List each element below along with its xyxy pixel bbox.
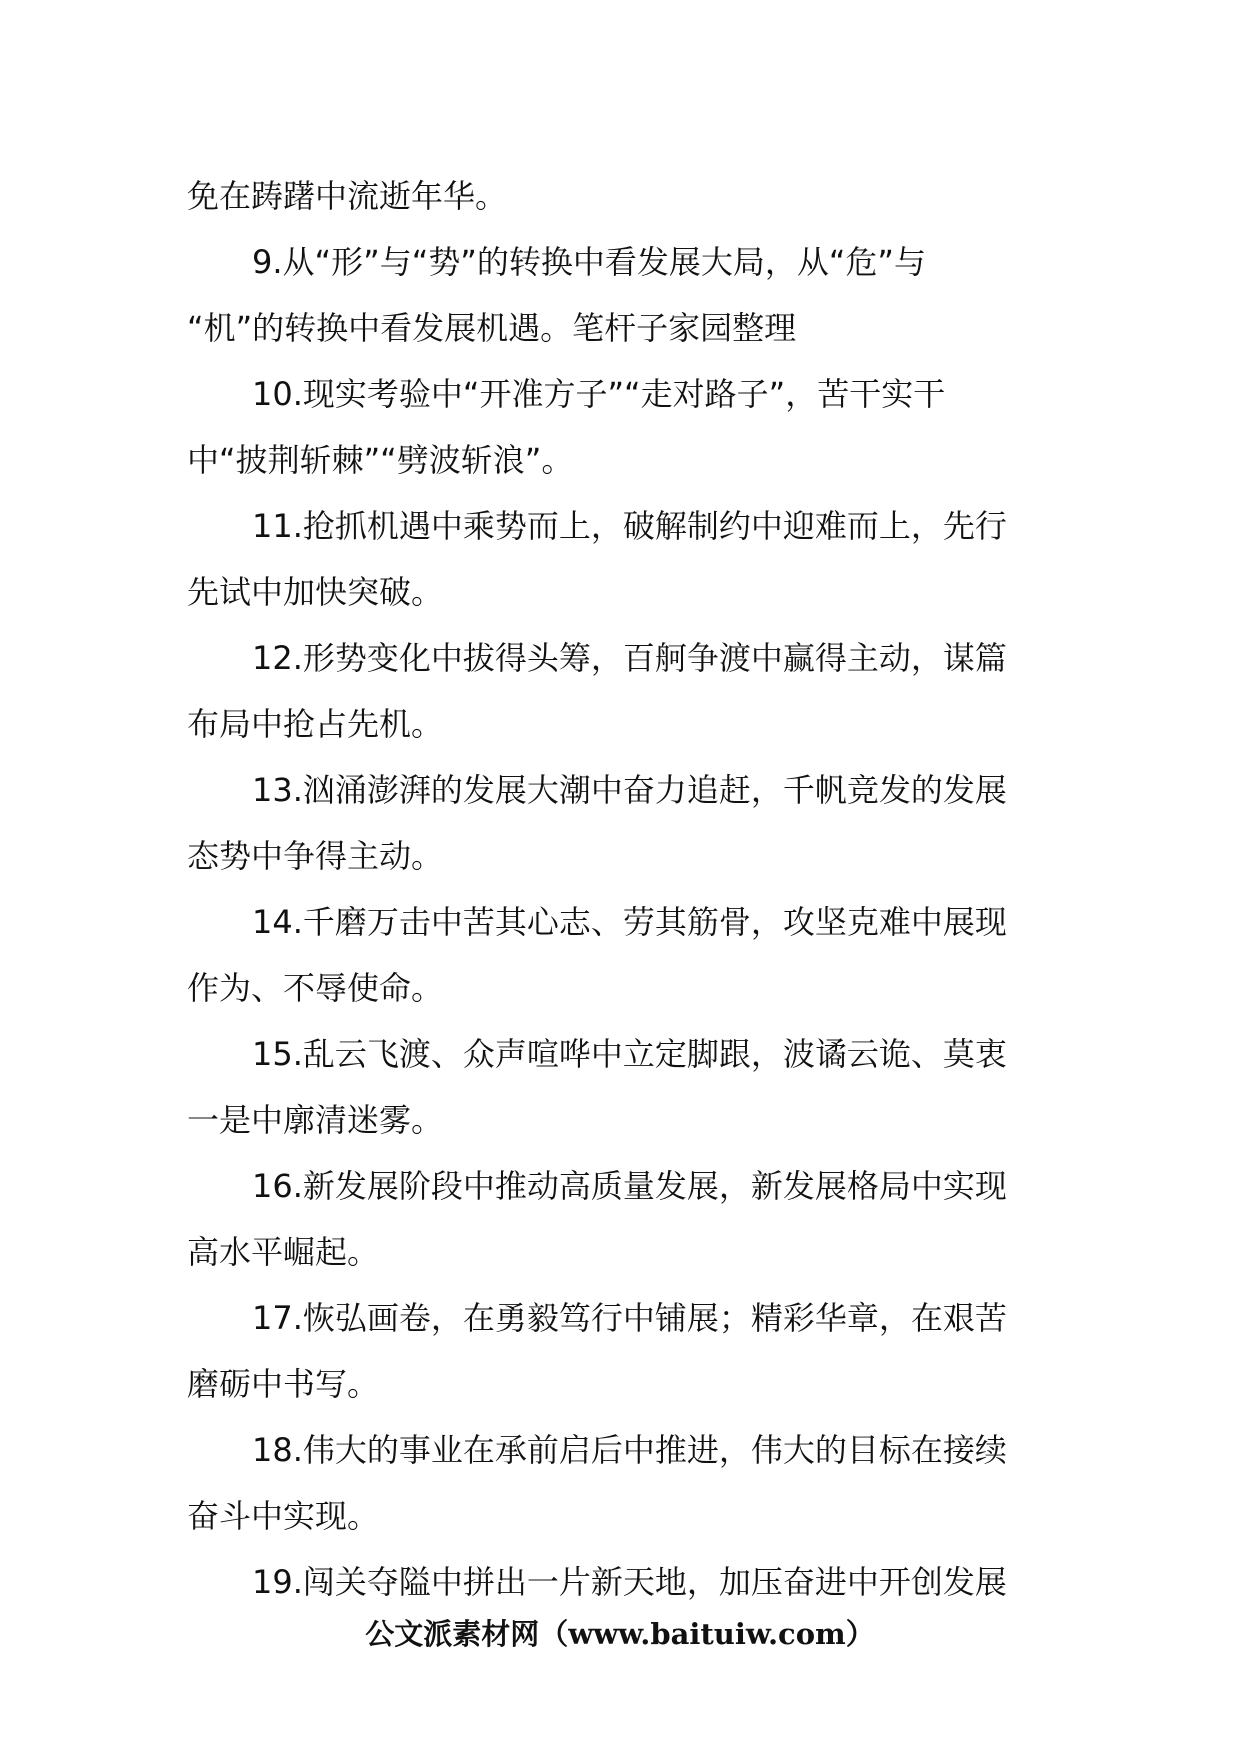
page-footer: 公文派素材网（www.baituiw.com） (365, 1617, 875, 1651)
paragraph-line: 奋斗中实现。 (187, 1497, 380, 1535)
paragraph-line: 11.抢抓机遇中乘势而上，破解制约中迎难而上，先行 (252, 507, 1007, 545)
paragraph-line: 10.现实考验中“开准方子”“走对路子”，苦干实干 (252, 375, 946, 413)
paragraph-line: 免在踌躇中流逝年华。 (187, 177, 508, 215)
paragraph-line: 15.乱云飞渡、众声喧哗中立定脚跟，波谲云诡、莫衷 (252, 1035, 1007, 1073)
paragraph-line: 12.形势变化中拔得头筹，百舸争渡中赢得主动，谋篇 (252, 639, 1007, 677)
paragraph-line: 先试中加快突破。 (187, 573, 444, 611)
paragraph-line: 17.恢弘画卷，在勇毅笃行中铺展；精彩华章，在艰苦 (252, 1299, 1007, 1337)
document-body (187, 163, 1057, 1615)
paragraph-line: 9.从“形”与“势”的转换中看发展大局，从“危”与 (252, 243, 927, 281)
paragraph-line: 磨砺中书写。 (187, 1365, 380, 1403)
paragraph-line: 一是中廓清迷雾。 (187, 1101, 444, 1139)
paragraph-line: 布局中抢占先机。 (187, 705, 444, 743)
paragraph-line: 作为、不辱使命。 (187, 969, 444, 1007)
paragraph-line: 高水平崛起。 (187, 1233, 380, 1271)
paragraph-line: 14.千磨万击中苦其心志、劳其筋骨，攻坚克难中展现 (252, 903, 1007, 941)
paragraph-line: “机”的转换中看发展机遇。笔杆子家园整理 (187, 309, 797, 347)
paragraph-line: 13.汹涌澎湃的发展大潮中奋力追赶，千帆竞发的发展 (252, 771, 1007, 809)
paragraph-line: 16.新发展阶段中推动高质量发展，新发展格局中实现 (252, 1167, 1007, 1205)
paragraph-line: 18.伟大的事业在承前启后中推进，伟大的目标在接续 (252, 1431, 1007, 1469)
paragraph-line: 19.闯关夺隘中拼出一片新天地，加压奋进中开创发展 (252, 1563, 1007, 1601)
paragraph-line: 态势中争得主动。 (187, 837, 444, 875)
paragraph-line: 中“披荆斩棘”“劈波斩浪”。 (187, 441, 574, 479)
